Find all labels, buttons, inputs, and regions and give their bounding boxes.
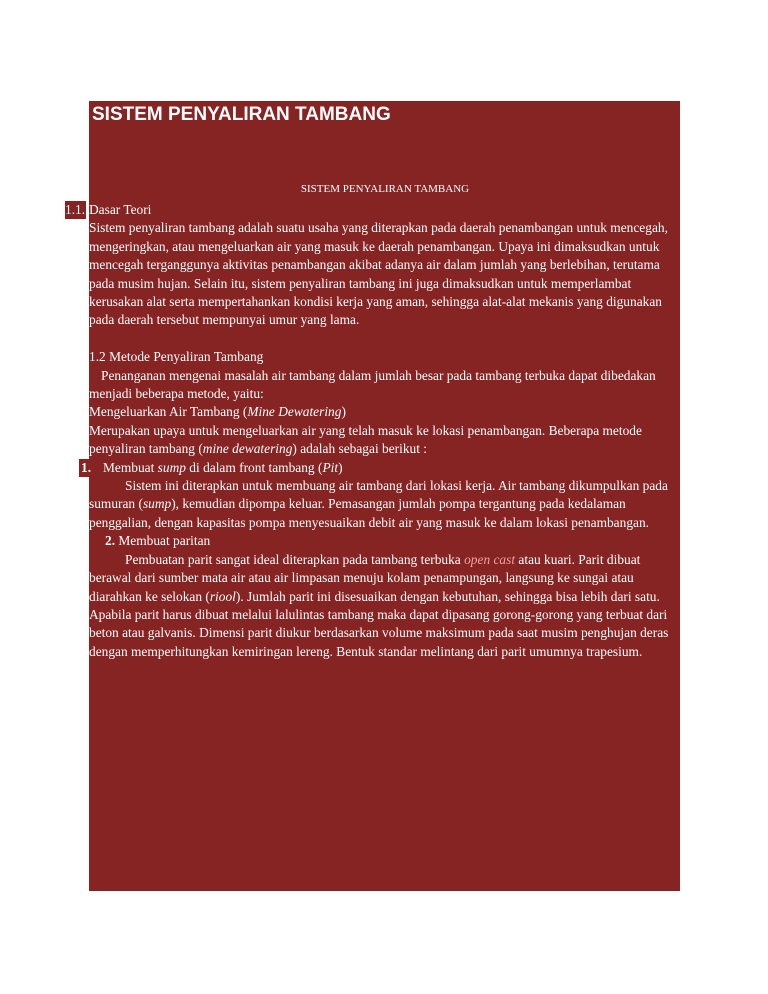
section-1-title xyxy=(65,201,681,219)
method-title-close: ) xyxy=(341,404,346,420)
method-title-text: Mengeluarkan Air Tambang ( xyxy=(89,404,248,420)
method-description-text: Merupakan upaya untuk mengeluarkan air yang telah masuk ke lokasi penambangan. Beberapa metode penyaliran tambang ( xyxy=(89,422,642,457)
list-item-2-text-c: ). Jumlah parit ini disesuaikan dengan kebutuhan, sehingga bisa lebih dari satu. Apabila parit harus dibuat melalui lalulintas tambang maka dapat dipasang gorong-gorong yang terbuat dari beton atau galvanis. Dimensi parit diukur berdasarkan volume maksimum pada saat musim penghujan deras dengan memperhitungkan kemiringan lereng. Bentuk standar melintang dari parit umumnya trapesium. xyxy=(89,588,669,659)
document-body xyxy=(65,180,681,661)
list-item-1-text-em: sump xyxy=(142,496,172,512)
method-description-emphasis: mine dewatering xyxy=(202,441,293,457)
section-1-title-text: Dasar Teori xyxy=(89,202,152,217)
list-item-1-title-c: ) xyxy=(338,459,343,475)
list-item-2-text-a: Pembuatan parit sangat ideal diterapkan pada tambang terbuka xyxy=(125,551,465,567)
document-heading: SISTEM PENYALIRAN TAMBANG xyxy=(92,104,391,125)
list-item-1-title-em-sump: sump xyxy=(157,459,186,475)
method-title xyxy=(89,403,681,421)
list-item-1-text-b: ), kemudian dipompa keluar. Pemasangan jumlah pompa tergantung pada kedalaman penggalian, dengan kapasitas pompa menyesuaikan debit air yang masuk ke dalam lokasi penambangan. xyxy=(89,496,650,530)
list-item-2-text-em-riool: riool xyxy=(209,588,236,604)
list-item-1-title-em-pit: Pit xyxy=(322,459,339,475)
section-2-title: 1.2 Metode Penyaliran Tambang xyxy=(89,349,264,365)
list-item-2-text xyxy=(89,551,681,661)
section-2-intro: Penanganan mengenai masalah air tambang dalam jumlah besar pada tambang terbuka dapat dibedakan menjadi beberapa metode, yaitu: xyxy=(89,367,656,402)
document-subtitle: SISTEM PENYALIRAN TAMBANG xyxy=(300,183,470,195)
list-item-2-title-text: Membuat paritan xyxy=(115,533,211,549)
list-item-1-text-a: Sistem ini diterapkan untuk membuang air tambang dari lokasi kerja. Air tambang dikumpulkan pada sumuran ( xyxy=(89,478,668,512)
list-item-1-text xyxy=(89,477,681,532)
method-description-close: ) adalah sebagai berikut : xyxy=(292,441,428,457)
list-item-2-title xyxy=(89,532,681,550)
list-item-1-title xyxy=(81,459,681,477)
list-item-1-title-a: Membuat xyxy=(103,459,158,475)
section-1-paragraph: Sistem penyaliran tambang adalah suatu usaha yang diterapkan pada daerah penambangan untuk mencegah, mengeringkan, atau mengeluarkan air yang masuk ke daerah penambangan. Upaya ini dimaksudkan untuk mencegah terganggunya aktivitas penambangan akibat adanya air dalam jumlah yang berlebihan, terutama pada musim hujan. Selain itu, sistem penyaliran tambang ini juga dimaksudkan untuk memperlambat kerusakan alat serta mempertahankan kondisi kerja yang aman, sehingga alat-alat mekanis yang digunakan pada daerah tersebut mempunyai umur yang lama. xyxy=(89,220,668,328)
list-item-2-text-em-open-cast: open cast xyxy=(464,551,516,567)
method-title-emphasis: Mine Dewatering xyxy=(247,404,342,420)
section-1-number: 1.1. xyxy=(65,201,86,219)
list-item-2-number: 2. xyxy=(105,533,116,549)
method-description xyxy=(89,422,681,459)
list-item-1-number: 1. xyxy=(79,459,93,477)
list-item-1-title-b: di dalam front tambang ( xyxy=(185,459,323,475)
list-item-2-text-b: atau kuari. Parit dibuat berawal dari sumber mata air atau air limpasan menuju kolam penampungan, langsung ke sungai atau diarahkan ke selokan ( xyxy=(89,551,641,604)
